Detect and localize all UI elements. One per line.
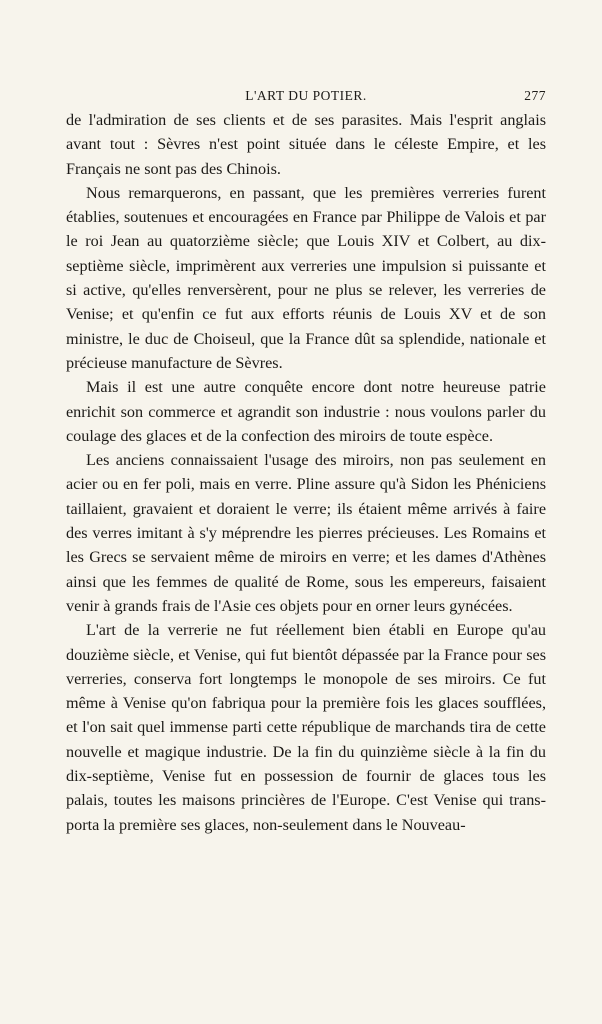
paragraph: Nous remarquerons, en passant, que les premières verreries furent établies, soutenues et encouragées en France par Philippe de Valois et par le roi Jean au quatorzième siècle; que Louis XIV et Colbert, au dix-septième siècle, imprimèrent aux verreries une impulsion si puissante et si active, qu'elles renversèrent, pour ne plus se relever, les verreries de Venise; et qu'enfin ce fut aux efforts réunis de Louis XV et de son ministre, le duc de Choiseul, que la France dût sa splendide, nationale et précieuse manufacture de Sèvres. xyxy=(66,183,546,372)
paragraph: de l'admiration de ses clients et de ses parasites. Mais l'esprit anglais avant tout : Sèvres n'est point située dans le céleste Empire, et les Français ne sont pas des Chinois. xyxy=(66,111,546,178)
paragraph: Mais il est une autre conquête encore dont notre heureuse patrie enrichit son commerce et agrandit son industrie : nous voulons parler du coulage des glaces et de la confection des miroirs de toute espèce. xyxy=(66,378,546,445)
paragraph: L'art de la verrerie ne fut réellement bien établi en Europe qu'au douzième siècle, et Venise, qui fut bientôt dépassée par la France pour ses verreries, conserva fort longtemps le monopole de ses miroirs. Ce fut même à Venise qu'on fabriqua pour la première fois les glaces soufflées, et l'on sait quel immense parti cette république de marchands tira de cette nouvelle et magique industrie. De la fin du quinzième siècle à la fin du dix-septième, Venise fut en possession de fournir de glaces tous les palais, toutes les maisons princières de l'Europe. C'est Venise qui transporta la première ses glaces, non-seulement dans le Nouveau- xyxy=(66,621,546,834)
running-head xyxy=(66,88,546,108)
paragraph: Les anciens connaissaient l'usage des miroirs, non pas seulement en acier ou en fer poli, mais en verre. Pline assure qu'à Sidon les Phéniciens taillaient, gravaient et doraient le verre; ils étaient même arrivés à faire des verres imitant à s'y méprendre les pierres précieuses. Les Romains et les Grecs se servaient même de miroirs en verre; et les dames d'Athènes ainsi que les femmes de qualité de Rome, sous les empereurs, faisaient venir à grands frais de l'Asie ces objets pour en orner leurs gynécées. xyxy=(66,451,546,615)
running-title: L'ART DU POTIER. xyxy=(245,88,367,103)
page-number: 277 xyxy=(524,88,546,103)
body-text xyxy=(66,108,546,837)
